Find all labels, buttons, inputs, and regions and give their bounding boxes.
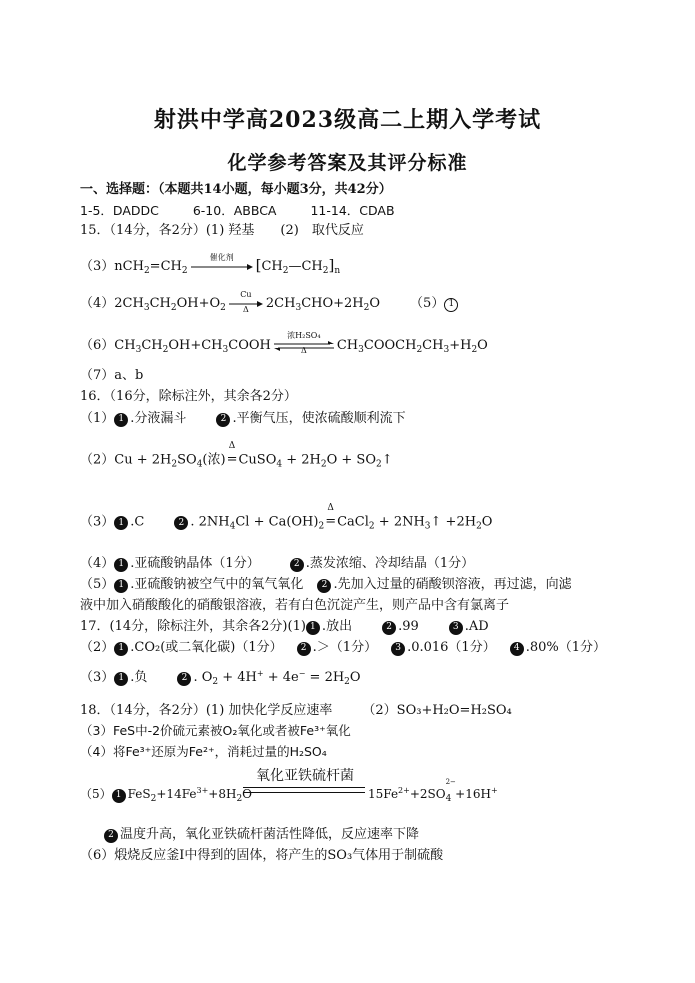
q18-part5b: 2 温度升高，氧化亚铁硫杆菌活性降低，反应速率下降 — [104, 827, 419, 843]
mc-answers-6-10: 6-10．ABBCA — [192, 203, 277, 218]
q18-part5-right: $15Fe^{2+}+2SO$ $_{2- 4}$ +16H+ — [368, 778, 498, 804]
q18-header: 18．（14分，各2分）(1) 加快化学反应速率 — [80, 703, 333, 718]
circled-number-2: 2 — [290, 558, 304, 572]
q16-part3: （3） 1 .C 2 . $2NH_4Cl + Ca(OH)_2$ Δ =CaCl$_2$ + $2NH_3↑ +2H_2O$ — [80, 503, 493, 532]
circled-number-2: 2 — [317, 579, 331, 593]
q17-part2: （2） 1 .CO₂(或二氧化碳)（1分） 2 .＞（1分） 3 .0.016（1分） 4 .80%（1分） — [80, 640, 607, 655]
mc-answers-11-14: 11-14．CDAB — [310, 203, 395, 218]
equals-sign: Δ = — [325, 503, 337, 529]
reaction-arrow: Cu Δ — [229, 300, 263, 308]
q16-part5: （5） 1 .亚硫酸钠被空气中的氧气氧化 2 .先加入过量的硝酸钡溶液，再过滤，向滤 — [80, 577, 572, 592]
reaction-equals-bar — [243, 787, 365, 793]
q17-header: 17．(14分，除标注外，其余各2分) — [80, 619, 288, 634]
circled-number-1: 1 — [114, 672, 128, 686]
circled-number-2: 2 — [297, 642, 311, 656]
q18-part2: （2）SO₃+H₂O=H₂SO₄ — [362, 703, 512, 718]
circled-number-2: 2 — [104, 829, 118, 843]
q17-header-line: 17．(14分，除标注外，其余各2分)(1) 1 .放出 2 .99 3 .AD — [80, 619, 489, 634]
q18-part5-left: （5） 1 $FeS_2+14Fe^{3+}+8H_2O$ — [80, 786, 253, 804]
q16-part5-continued: 液中加入硝酸酸化的硝酸银溶液，若有白色沉淀产生，则产品中含有氯离子 — [80, 598, 510, 613]
circled-number-1: 1 — [114, 558, 128, 572]
circled-number-1: 1 — [114, 579, 128, 593]
q16-header: 16．（16分，除标注外，其余各2分） — [80, 389, 297, 404]
q15-part7: （7）a、b — [80, 368, 144, 383]
reversible-arrow: 浓H₂SO₄ Δ — [274, 341, 334, 351]
q18-part4: （4）将Fe³⁺还原为Fe²⁺，消耗过量的H₂SO₄ — [80, 744, 327, 759]
section1-heading: 一、选择题：（本题共14小题，每小题3分，共42分） — [80, 182, 392, 197]
mc-answers — [80, 203, 395, 219]
q17-part3: （3） 1 .负 2 . $O_2 + 4H^+ + 4e^- = 2H_2O$ — [80, 669, 361, 687]
circled-number-2: 2 — [382, 621, 396, 635]
q16-part2: $(2)Cu + 2H_2SO_4$(浓) Δ =CuSO$_4$ + $2H_2O$ + $SO_2↑$ — [80, 441, 393, 470]
q15-header: 15．（14分，各2分）(1) 羟基 (2) 取代反应 — [80, 223, 364, 238]
q16-part1: （1） 1 .分液漏斗 2 .平衡气压，使浓硫酸顺利流下 — [80, 411, 406, 426]
circled-number-1: 1 — [444, 298, 458, 312]
circled-number-3: 3 — [449, 621, 463, 635]
q16-part4: （4） 1 .亚硫酸钠晶体（1分） 2 .蒸发浓缩、冷却结晶（1分） — [80, 556, 475, 571]
mc-answers-1-5: 1-5．DADDC — [80, 203, 159, 218]
reaction-arrow: 催化剂 — [191, 263, 253, 271]
circled-number-1: 1 — [114, 642, 128, 656]
circled-number-4: 4 — [510, 642, 524, 656]
circled-number-1: 1 — [306, 621, 320, 635]
circled-number-1: 1 — [114, 516, 128, 530]
circled-number-1: 1 — [112, 789, 126, 803]
q15-part3: $(3)nCH_2=CH_2$ 催化剂 $[CH_2—CH_2]_n$ — [80, 252, 341, 276]
circled-number-3: 3 — [391, 642, 405, 656]
q15-part4: $(4)2CH_3CH_2OH+O_2$ Cu Δ $2CH_3CHO+2H_2O$ （5） 1 — [80, 296, 460, 312]
page-subtitle: 化学参考答案及其评分标准 — [227, 152, 468, 174]
page-title: 射洪中学高2023级高二上期入学考试 — [153, 107, 542, 133]
q18-header-line — [80, 703, 512, 719]
q18-part6: （6）煅烧反应釜Ⅰ中得到的固体，将产生的SO₃气体用于制硫酸 — [80, 848, 444, 863]
q15-part6: $(6)CH_3CH_2OH+CH_3COOH$ 浓H₂SO₄ Δ $CH_3COOCH_2CH_3+H_2O$ — [80, 330, 488, 355]
reaction-condition: 氧化亚铁硫杆菌 — [256, 768, 354, 784]
circled-number-2: 2 — [174, 516, 188, 530]
q18-part3: （3）FeS中-2价硫元素被O₂氧化或者被Fe³⁺氧化 — [80, 723, 351, 738]
circled-number-2: 2 — [177, 672, 191, 686]
circled-number-2: 2 — [216, 413, 230, 427]
equals-sign: Δ = — [226, 441, 238, 467]
circled-number-1: 1 — [114, 413, 128, 427]
